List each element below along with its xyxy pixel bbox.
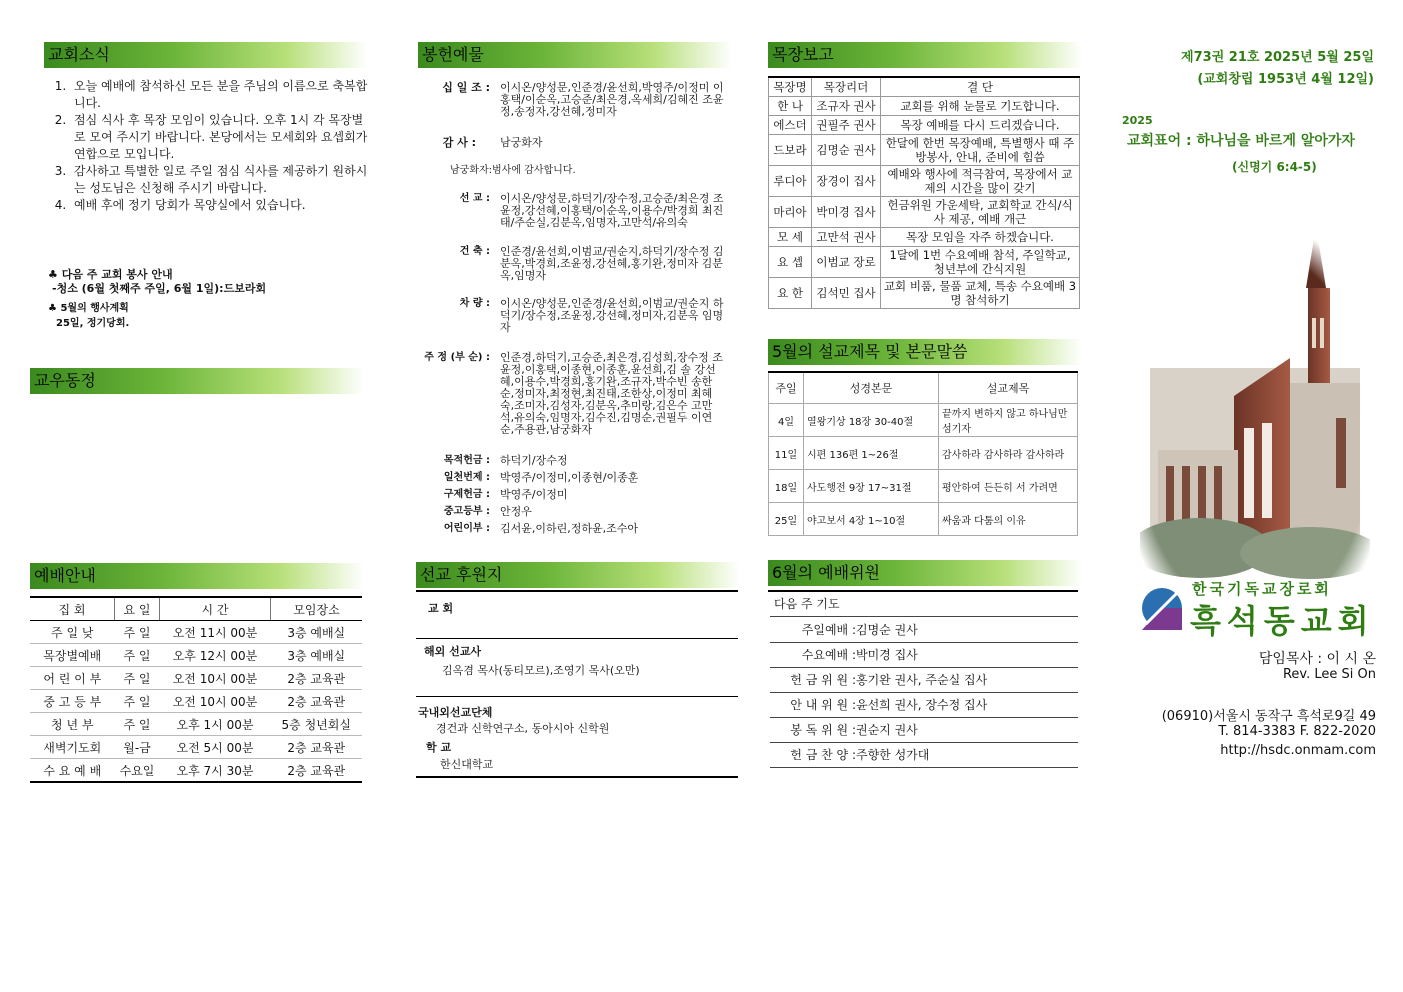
- worship-col: 요 일: [115, 597, 160, 621]
- sermons-header: 5월의 설교제목 및 본문말씀: [768, 339, 1082, 365]
- table-row: 4일 열왕기상 18장 30-40절 끝까지 변하지 않고 하나님만 섬기자: [769, 404, 1078, 437]
- table-row: 마리아 박미경 집사 헌금위원 가운세탁, 교회학교 간식/식사 제공, 예배 개근: [769, 197, 1080, 228]
- table-row: 한 나 조규자 권사 교회를 위해 눈물로 기도합니다.: [769, 97, 1080, 116]
- news-list: [44, 78, 374, 214]
- missions-domestic: 경건과 신학연구소, 동아시아 신학원: [436, 722, 610, 735]
- service-next-detail: -청소 (6월 첫째주 주일, 6월 1일):드보라회: [52, 282, 267, 295]
- june-row: 주일예배 :김명순 권사: [770, 618, 1078, 643]
- news-item: 3. 감사하고 특별한 일로 주일 점심 식사를 제공하기 원하시는 성도님은 신청해 주시기 바랍니다.: [70, 163, 374, 197]
- june-row: 안 내 위 원 :윤선희 권사, 장수정 집사: [770, 693, 1078, 718]
- mokjang-table: 목장명 목장리더 결 단 한 나 조규자 권사 교회를 위해 눈물로 기도합니다. 에스더 권필주 권사 목장 예배를 다시 드리겠습니다. 드보라 김명순 권사 한달에 한번 목장예배, 특별행사 때 주방봉사, 안내, 준비에 힘씀 루디아 장경이 집사 예배와 행사에 적극참여, 목장에서 교제의 시간을 많이 갖기 마리아 박미경 집사 헌금위원 가운세탁, 교회학교 간식/식사 제공, 예배 개근 모 세 고만석 권사 목장 모임을 자주 하겠습니다. 요 셉 이범교 장로 1달에 1번 수요예배 참석, 주일학교, 청년부에 간식지원 요 한 김석민 집사 교회 비품, 물품 교체, 특송 수요예배 3명 참석하기: [768, 76, 1080, 309]
- offering-header: 봉헌예물: [418, 42, 732, 68]
- motto-year: 2025: [1122, 114, 1153, 127]
- offering-thanks-note: 남궁화자:범사에 감사합니다.: [450, 165, 576, 176]
- pastor-en: Rev. Lee Si On: [1282, 667, 1376, 682]
- table-row: 루디아 장경이 집사 예배와 행사에 적극참여, 목장에서 교제의 시간을 많이 갖기: [769, 166, 1080, 197]
- missions-school-label: 학 교: [426, 741, 452, 754]
- denomination: 한국기독교장로회: [1192, 580, 1332, 598]
- mokjang-header: 목장보고: [768, 42, 1082, 68]
- worship-col: 집 회: [30, 597, 115, 621]
- church-motto: 교회표어 : 하나님을 바르게 알아가자: [1127, 133, 1355, 149]
- table-row: 어 린 이 부 주 일 오전 10시 00분 2층 교육관: [30, 667, 362, 690]
- pastor-kr: 담임목사 : 이 시 온: [1258, 651, 1376, 667]
- offering-mission: 선 교 : 이시온/양성문,하덕기/장수정,고승준/최은경 조윤정,강선혜,이홍택/이순옥,이용수/박경희 최진태/주순실,김분옥,임명자,고만석/유의숙: [459, 192, 724, 229]
- table-row: 요 셉 이범교 장로 1달에 1번 수요예배 참석, 주일학교, 청년부에 간식지원: [769, 247, 1080, 278]
- offering-vehicle: 차 량 : 이시온/양성문,인준경/윤선희,이범교/권순지 하덕기/장수정,조윤정,강선혜,정미자,김분옥 임명자: [459, 297, 724, 334]
- missions-domestic-label: 국내외선교단체: [418, 706, 493, 719]
- church-url[interactable]: http://hsdc.onmam.com: [1220, 743, 1376, 758]
- sermons-table: 주일 성경본문 설교제목 4일 열왕기상 18장 30-40절 끝까지 변하지 않고 하나님만 섬기자 11일 시편 136편 1~26절 감사하라 감사하라 감사하라 18일 사도행전 9장 17~31절 평안하여 든든히 서 가려면 25일 야고보서 4장 1~10절 싸움과 다툼의 이유: [768, 371, 1078, 536]
- worship-col: 모임장소: [271, 597, 363, 621]
- table-row: 에스더 권필주 권사 목장 예배를 다시 드리겠습니다.: [769, 116, 1080, 135]
- offering-tithe: 십 일 조 : 이시온/양성문,인준경/윤선희,박영주/이정미 이홍택/이순옥,고승준/최은경,옥세희/김혜진 조윤정,송정자,강선혜,정미자: [442, 81, 724, 118]
- motto-verse: (신명기 6:4-5): [1232, 160, 1317, 174]
- table-row: 목장별예배 주 일 오후 12시 00분 3층 예배실: [30, 644, 362, 667]
- may-plan-detail: 25일, 정기당회.: [56, 318, 130, 329]
- worship-header: 예배안내: [30, 563, 364, 589]
- table-row: 수 요 예 배 수요일 오후 7시 30분 2층 교육관: [30, 759, 362, 783]
- may-plan-title: ♣ 5월의 행사계획: [48, 303, 129, 314]
- news-header: 교회소식: [44, 42, 368, 68]
- church-phone: T. 814-3383 F. 822-2020: [1218, 724, 1376, 739]
- divider: [416, 696, 738, 697]
- missions-overseas-label: 해외 선교사: [424, 645, 481, 658]
- june-next-prayer: 다음 주 기도: [770, 592, 1078, 617]
- missions-church-label: 교 회: [428, 602, 454, 615]
- divider: [416, 590, 738, 592]
- table-row: 11일 시편 136편 1~26절 감사하라 감사하라 감사하라: [769, 437, 1078, 470]
- june-row: 헌 금 찬 양 :주향한 성가대: [770, 743, 1078, 768]
- table-row: 청 년 부 주 일 오후 1시 00분 5층 청년회실: [30, 713, 362, 736]
- offering-building: 건 축 : 인준경/윤선희,이범교/권순지,하덕기/장수정 김분옥,박경희,조윤정,강선혜,홍기완,정미자 김분옥,임명자: [459, 245, 724, 282]
- table-row: 드보라 김명순 권사 한달에 한번 목장예배, 특별행사 때 주방봉사, 안내, 준비에 힘씀: [769, 135, 1080, 166]
- table-row: 25일 야고보서 4장 1~10절 싸움과 다툼의 이유: [769, 503, 1078, 536]
- table-row: 중 고 등 부 주 일 오전 10시 00분 2층 교육관: [30, 690, 362, 713]
- table-row: 모 세 고만석 권사 목장 모임을 자주 하겠습니다.: [769, 228, 1080, 247]
- table-row: 요 한 김석민 집사 교회 비품, 물품 교체, 특송 수요예배 3명 참석하기: [769, 278, 1080, 309]
- table-row: 18일 사도행전 9장 17~31절 평안하여 든든히 서 가려면: [769, 470, 1078, 503]
- june-row: 수요예배 :박미경 집사: [770, 643, 1078, 668]
- news-item: 2. 점심 식사 후 목장 모임이 있습니다. 오후 1시 각 목장별로 모여 주시기 바랍니다. 본당에서는 모세회와 요셉회가 연합으로 모입니다.: [70, 112, 374, 163]
- worship-col: 시 간: [160, 597, 271, 621]
- news-item: 4. 예배 후에 정기 당회가 목양실에서 있습니다.: [70, 197, 374, 214]
- missions-overseas: 김옥겸 목사(동티모르),조영기 목사(오만): [442, 664, 640, 677]
- offering-weekly: 주 정 (부 순) : 인준경,하덕기,고승준,최은경,김성희,장수정 조윤정,이홍택,이종현,이종훈,윤선희,김 솔 강선혜,이용수,박경희,홍기완,조규자,박수빈 송한순,정미자,최정현,최진태,조한상,이정미 최혜숙,조미자,김성자,김분옥,추미랑,김은수 고만석,유의숙,임명자,김수진,김명순,권필두 이연순,주용관,남궁화자: [424, 351, 723, 436]
- members-header: 교우동정: [30, 368, 364, 394]
- missions-school: 한신대학교: [440, 758, 494, 771]
- divider: [416, 638, 738, 639]
- table-row: 새벽기도회 월-금 오전 5시 00분 2층 교육관: [30, 736, 362, 759]
- table-row: 주 일 낮 주 일 오전 11시 00분 3층 예배실: [30, 621, 362, 644]
- issue-line: 제73권 21호 2025년 5월 25일: [1181, 50, 1374, 65]
- founded-line: (교회창립 1953년 4월 12일): [1197, 72, 1374, 87]
- divider: [416, 776, 738, 778]
- june-row: 봉 독 위 원 :권순지 권사: [770, 718, 1078, 743]
- june-row: 헌 금 위 원 :홍기완 권사, 주순실 집사: [770, 668, 1078, 693]
- church-building-image: [1140, 218, 1370, 580]
- church-address: (06910)서울시 동작구 흑석로9길 49: [1161, 709, 1376, 724]
- news-item: 1. 오늘 예배에 참석하신 모든 분을 주님의 이름으로 축복합니다.: [70, 78, 374, 112]
- june-header: 6월의 예배위원: [768, 560, 1082, 586]
- worship-table: [30, 596, 362, 783]
- service-next-title: ♣ 다음 주 교회 봉사 안내: [48, 268, 173, 281]
- church-logo-icon: [1140, 586, 1184, 630]
- missions-header: 선교 후원지: [416, 562, 740, 588]
- church-name: 흑석동교회: [1190, 602, 1375, 640]
